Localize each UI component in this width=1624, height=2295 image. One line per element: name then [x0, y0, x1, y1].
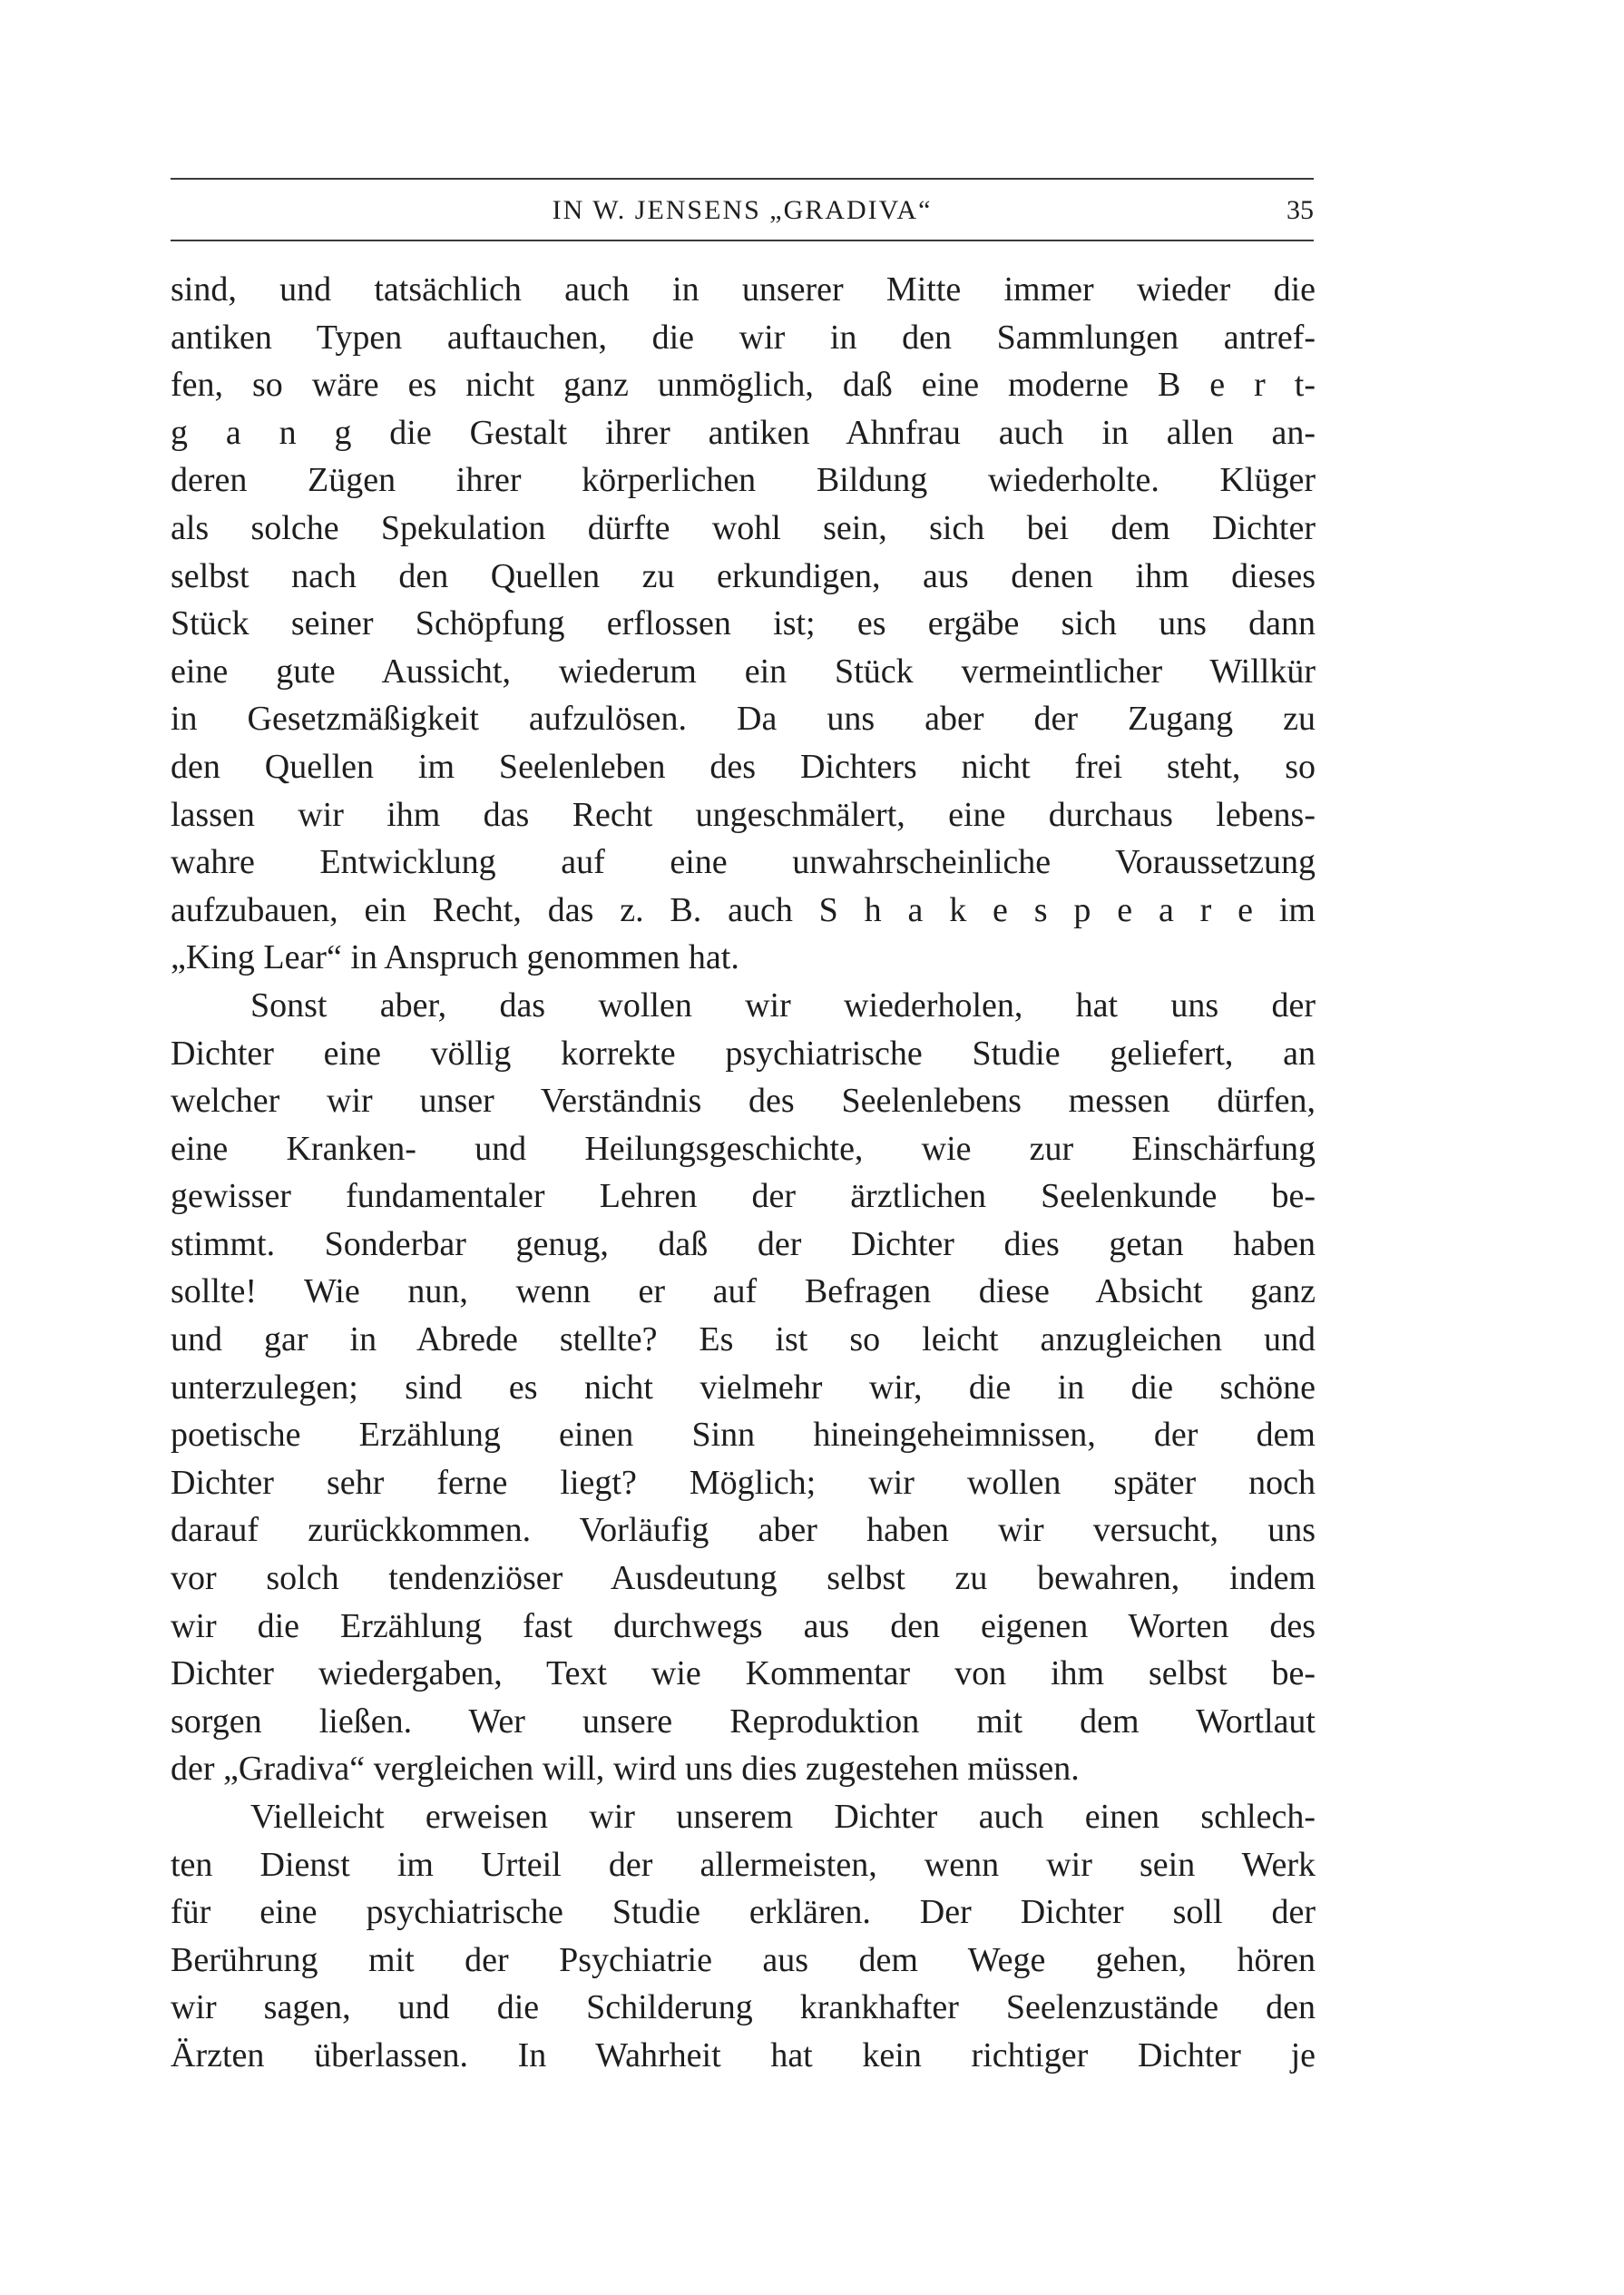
text-line: sind, und tatsächlich auch in unserer Mitte immer wieder die: [171, 270, 1316, 309]
text-line: fen, so wäre es nicht ganz unmöglich, daß eine moderne B e r t-: [171, 366, 1316, 405]
body-text: [171, 266, 1316, 2080]
text-line: Vielleicht erweisen wir unserem Dichter auch einen schlech-: [250, 1798, 1316, 1836]
text-line: Berührung mit der Psychiatrie aus dem Wege gehen, hören: [171, 1940, 1316, 1979]
text-line: „King Lear“ in Anspruch genommen hat.: [171, 938, 739, 977]
text-line: wir sagen, und die Schilderung krankhafter Seelenzustände den: [171, 1988, 1316, 2027]
text-line: unterzulegen; sind es nicht vielmehr wir, die in die schöne: [171, 1368, 1316, 1407]
header-rule-bottom: [171, 240, 1314, 241]
header-rule-top: [171, 178, 1314, 180]
text-line: der „Gradiva“ vergleichen will, wird uns dies zugestehen müssen.: [171, 1750, 1080, 1789]
running-header: [171, 169, 1314, 243]
text-line: wahre Entwicklung auf eine unwahrscheinliche Voraussetzung: [171, 843, 1316, 882]
text-line: antiken Typen auftauchen, die wir in den Sammlungen antref-: [171, 318, 1316, 357]
text-line: Sonst aber, das wollen wir wiederholen, hat uns der: [250, 986, 1316, 1025]
text-line: Dichter sehr ferne liegt? Möglich; wir wollen später noch: [171, 1463, 1316, 1502]
text-line: Dichter wiedergaben, Text wie Kommentar von ihm selbst be-: [171, 1654, 1316, 1693]
text-line: als solche Spekulation dürfte wohl sein, sich bei dem Dichter: [171, 508, 1316, 547]
text-line: und gar in Abrede stellte? Es ist so leicht anzugleichen und: [171, 1320, 1316, 1359]
text-line: Dichter eine völlig korrekte psychiatrische Studie geliefert, an: [171, 1034, 1316, 1073]
text-line: eine Kranken- und Heilungsgeschichte, wie zur Einschärfung: [171, 1129, 1316, 1168]
text-line: aufzubauen, ein Recht, das z. B. auch S h a k e s p e a r e im: [171, 890, 1316, 929]
text-line: eine gute Aussicht, wiederum ein Stück vermeintlicher Willkür: [171, 652, 1316, 691]
text-line: den Quellen im Seelenleben des Dichters nicht frei steht, so: [171, 747, 1316, 786]
text-line: selbst nach den Quellen zu erkundigen, aus denen ihm dieses: [171, 556, 1316, 595]
text-line: lassen wir ihm das Recht ungeschmälert, eine durchaus lebens-: [171, 795, 1316, 834]
text-line: in Gesetzmäßigkeit aufzulösen. Da uns aber der Zugang zu: [171, 700, 1316, 739]
text-line: für eine psychiatrische Studie erklären. Der Dichter soll der: [171, 1893, 1316, 1932]
text-line: Ärzten überlassen. In Wahrheit hat kein richtiger Dichter je: [171, 2035, 1316, 2074]
text-line: g a n g die Gestalt ihrer antiken Ahnfrau auch in allen an-: [171, 413, 1316, 452]
text-line: darauf zurückkommen. Vorläufig aber haben wir versucht, uns: [171, 1511, 1316, 1550]
text-line: Stück seiner Schöpfung erflossen ist; es ergäbe sich uns dann: [171, 604, 1316, 643]
page-number: 35: [1286, 195, 1314, 225]
text-line: wir die Erzählung fast durchwegs aus den eigenen Worten des: [171, 1606, 1316, 1645]
text-line: stimmt. Sonderbar genug, daß der Dichter dies getan haben: [171, 1224, 1316, 1263]
text-line: sorgen ließen. Wer unsere Reproduktion mit dem Wortlaut: [171, 1702, 1316, 1741]
text-line: ten Dienst im Urteil der allermeisten, wenn wir sein Werk: [171, 1845, 1316, 1884]
text-line: sollte! Wie nun, wenn er auf Befragen diese Absicht ganz: [171, 1272, 1316, 1311]
running-title: IN W. JENSENS „GRADIVA“: [552, 195, 933, 225]
text-line: gewisser fundamentaler Lehren der ärztlichen Seelenkunde be-: [171, 1177, 1316, 1216]
text-line: vor solch tendenziöser Ausdeutung selbst zu bewahren, indem: [171, 1559, 1316, 1598]
text-line: welcher wir unser Verständnis des Seelenlebens messen dürfen,: [171, 1082, 1316, 1121]
text-line: deren Zügen ihrer körperlichen Bildung wiederholte. Klüger: [171, 461, 1316, 500]
text-line: poetische Erzählung einen Sinn hineingeheimnissen, der dem: [171, 1416, 1316, 1455]
